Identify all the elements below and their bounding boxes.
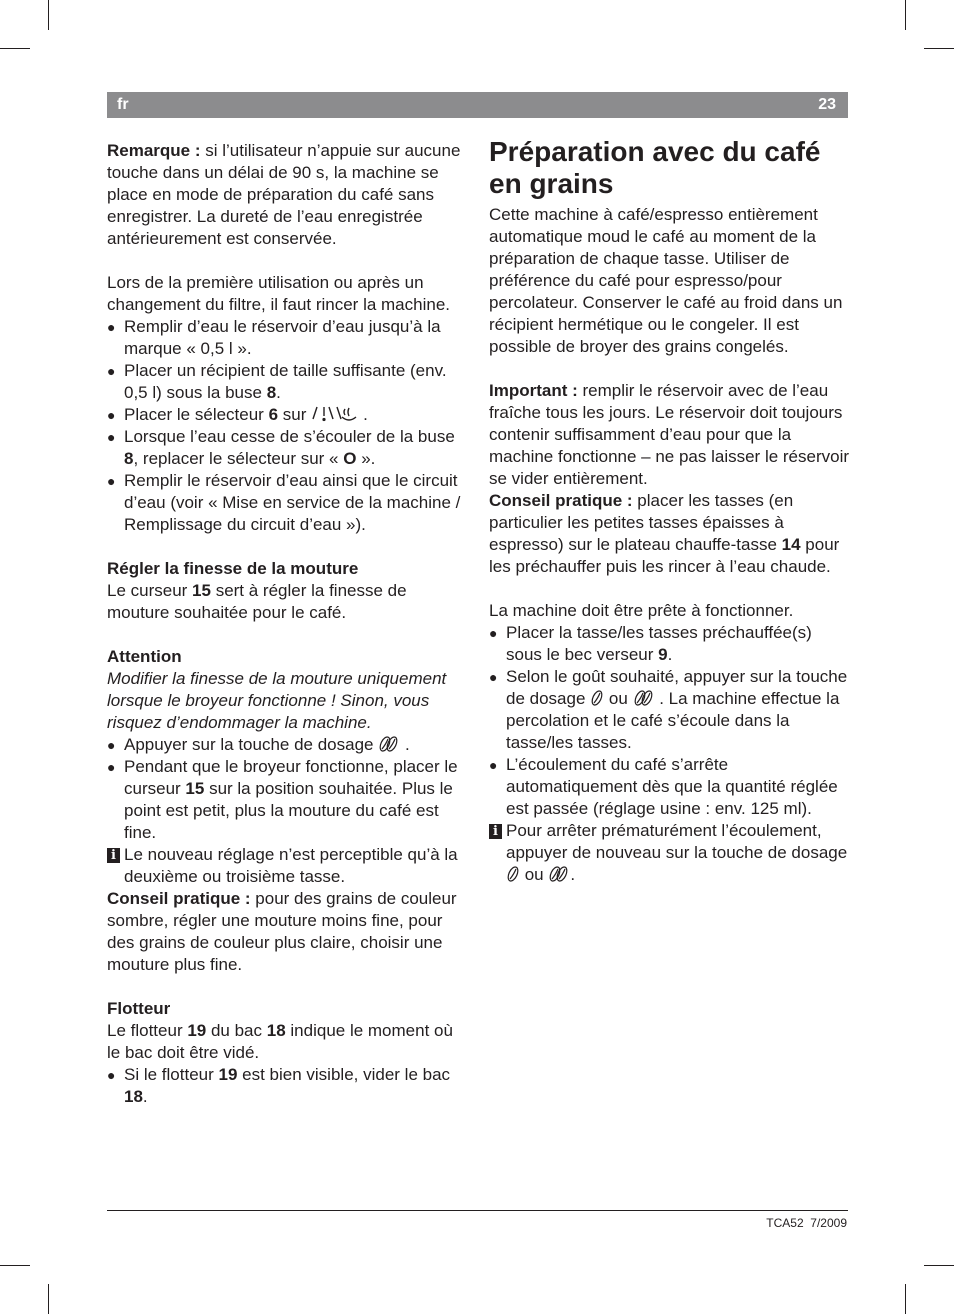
list-item: ● Appuyer sur la touche de dosage . xyxy=(107,734,469,756)
rinse-intro: Lors de la première utilisation ou après un changement du filtre, il faut rincer la machine. xyxy=(107,273,451,314)
steam-water-symbol-icon xyxy=(311,405,363,423)
list-item: ● Remplir d’eau le réservoir d’eau jusqu’à la marque « 0,5 l ». xyxy=(107,316,469,360)
list-item: ● Placer la tasse/les tasses préchauffée(s) sous le bec verseur 9. xyxy=(489,622,851,666)
remarque-paragraph xyxy=(107,140,469,250)
crop-mark xyxy=(0,48,30,49)
footer-model: TCA52 xyxy=(766,1216,804,1230)
ready-text: La machine doit être prête à fonctionner. xyxy=(489,601,794,620)
list-item: ● Lorsque l’eau cesse de s’écouler de la buse 8, replacer le sélecteur sur « O ». xyxy=(107,426,469,470)
list-item: ● L’écoulement du café s’arrête automatiquement dès que la quantité réglée est passée (réglage usine : env. 125 ml). xyxy=(489,754,851,820)
single-bean-icon xyxy=(506,865,520,883)
page-number: 23 xyxy=(818,96,836,113)
right-column xyxy=(489,136,851,886)
left-column xyxy=(107,140,469,1108)
list-item: ● Pendant que le broyeur fonctionne, placer le curseur 15 sur la position souhaitée. Plus le point est petit, plus la mouture du café est fine. xyxy=(107,756,469,844)
attention-heading: Attention xyxy=(107,647,182,666)
list-item: ● Selon le goût souhaité, appuyer sur la touche de dosage ou . La machine effectue la percolation et le café s’écoule dans la tasse/les tasses. xyxy=(489,666,851,754)
crop-mark xyxy=(0,1265,30,1266)
page-title: Préparation avec du café en grains xyxy=(489,136,821,199)
info-icon: i xyxy=(489,824,502,839)
footer-rule xyxy=(107,1210,848,1211)
footer xyxy=(766,1216,847,1230)
crop-mark xyxy=(905,1284,906,1314)
list-item: ● Remplir le réservoir d’eau ainsi que le circuit d’eau (voir « Mise en service de la machine / Remplissage du circuit d’eau »). xyxy=(107,470,469,536)
crop-mark xyxy=(48,0,49,30)
conseil-paragraph: Conseil pratique : placer les tasses (en particulier les petites tasses épaisses à espresso) sur le plateau chauffe-tasse 14 pour les préchauffer puis les rincer à l’eau chaude. xyxy=(489,491,840,576)
footer-date: 7/2009 xyxy=(810,1216,847,1230)
list-item: ● Placer un récipient de taille suffisante (env. 0,5 l) sous la buse 8. xyxy=(107,360,469,404)
remarque-text: si l’utilisateur n’appuie sur aucune touche dans un délai de 90 s, la machine se place en mode de préparation du café sans enregistrer. La dureté de l’eau enregistrée antérieurement est conservée. xyxy=(107,141,461,248)
info-icon: i xyxy=(107,848,120,863)
list-item: ● Si le flotteur 19 est bien visible, vider le bac 18. xyxy=(107,1064,469,1108)
double-bean-icon xyxy=(633,689,655,707)
language-label: fr xyxy=(117,96,129,113)
crop-mark xyxy=(48,1284,49,1314)
crop-mark xyxy=(924,1265,954,1266)
header-bar xyxy=(107,92,848,118)
double-bean-icon xyxy=(548,865,570,883)
intro-paragraph: Cette machine à café/espresso entièrement automatique moud le café au moment de la préparation de chaque tasse. Utiliser de préférence du café pour espresso/pour percolateur. Conserver le café au froid dans un récipient hermétique ou le congeler. Il est possible de broyer des grains congelés. xyxy=(489,205,843,356)
section-heading: Flotteur xyxy=(107,999,171,1018)
flotteur-paragraph: Le flotteur 19 du bac 18 indique le moment où le bac doit être vidé. xyxy=(107,1021,453,1062)
info-note: i Le nouveau réglage n’est perceptible qu’à la deuxième ou troisième tasse. xyxy=(107,844,469,888)
finesse-paragraph: Le curseur 15 sert à régler la finesse de mouture souhaitée pour le café. xyxy=(107,581,407,622)
attention-text: Modifier la finesse de la mouture uniquement lorsque le broyeur fonctionne ! Sinon, vous risquez d’endommager la machine. xyxy=(107,669,447,732)
section-heading: Régler la finesse de la mouture xyxy=(107,559,359,578)
remarque-label: Remarque : xyxy=(107,141,201,160)
important-paragraph: Important : remplir le réservoir avec de l’eau fraîche tous les jours. Le réservoir doit toujours contenir suffisamment d’eau pour que la machine fonctionne – ne pas laisser le réservoir se vider entièrement. xyxy=(489,381,850,488)
list-item: ● Placer le sélecteur 6 sur . xyxy=(107,404,469,426)
crop-mark xyxy=(924,48,954,49)
crop-mark xyxy=(905,0,906,30)
info-note: i Pour arrêter prématurément l’écoulement, appuyer de nouveau sur la touche de dosage ou . xyxy=(489,820,851,886)
conseil-paragraph: Conseil pratique : pour des grains de couleur sombre, régler une mouture moins fine, pour des grains de couleur plus claire, choisir une mouture plus fine. xyxy=(107,889,457,974)
double-bean-icon xyxy=(378,735,400,753)
single-bean-icon xyxy=(590,689,604,707)
